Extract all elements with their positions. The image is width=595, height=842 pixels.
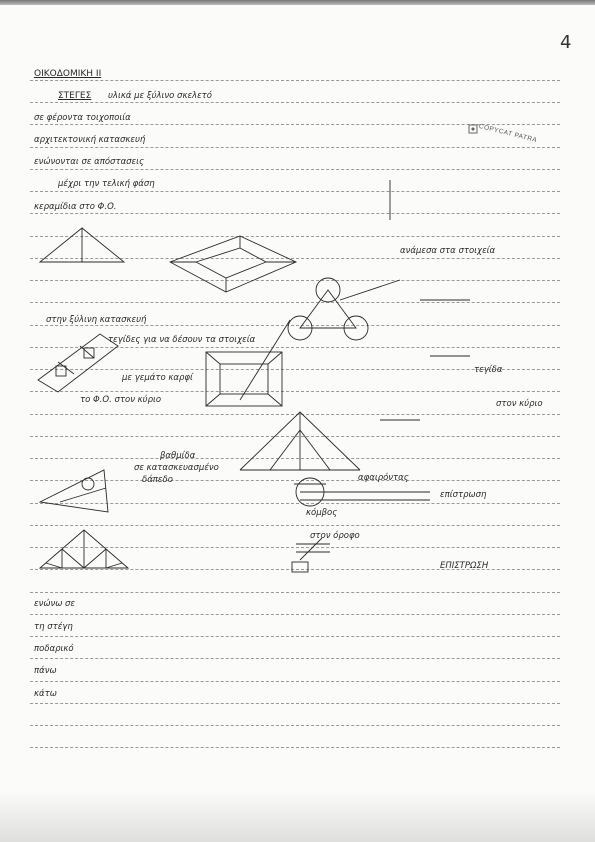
note-line: κόμβος — [306, 508, 338, 518]
note-line: τη στέγη — [34, 622, 73, 632]
note-line: αρχιτεκτονική κατασκευή — [34, 135, 146, 145]
note-line: ενώνω σε — [34, 599, 76, 609]
note-line: ποδαρικό — [34, 644, 74, 654]
note-line: σε κατασκευασμένο — [134, 463, 219, 473]
note-line: βαθμίδα — [160, 451, 196, 461]
note-line: ΕΠΙΣΤΡΩΣΗ — [440, 561, 489, 571]
rafters-sketch — [38, 334, 118, 392]
note-line: κάτω — [34, 689, 57, 699]
note-line: στον κύριο — [496, 399, 543, 409]
howe-truss-sketch — [40, 530, 128, 568]
note-line: σε φέροντα τοιχοποιία — [34, 113, 131, 123]
subject-heading: ΟΙΚΟΔΟΜΙΚΗ ΙΙ — [34, 69, 102, 79]
note-line: τεγίδες για να δέσουν τα στοιχεία — [108, 335, 256, 345]
truss-node-sketch — [288, 278, 368, 340]
lean-to-roof-sketch — [40, 470, 108, 512]
note-line: στον όροφο — [310, 531, 360, 541]
note-line: πάνω — [34, 666, 57, 676]
topic-heading: ΣΤΕΓΕΣ — [58, 91, 92, 101]
note-line: στην ξύλινη κατασκευή — [46, 315, 147, 325]
note-line: ανάμεσα στα στοιχεία — [400, 246, 496, 256]
copyshop-stamp: COPYCAT PATRA — [478, 122, 538, 145]
note-line: αφαιρόντας — [358, 473, 409, 483]
note-line: δάπεδο — [142, 475, 173, 485]
hip-roof-perspective-sketch — [170, 236, 296, 292]
ledger-detail-sketch — [292, 538, 330, 572]
note-line: τεγίδα — [474, 365, 503, 375]
scan-shadow — [0, 790, 595, 842]
note-line: το Φ.Ο. στον κύριο — [80, 395, 162, 405]
king-post-truss-sketch — [240, 412, 360, 470]
gable-roof-sketch — [40, 228, 124, 262]
note-line: κεραμίδια στο Φ.Ο. — [34, 202, 117, 212]
note-line: με γεμάτο καρφί — [122, 373, 193, 383]
beam-connection-sketch — [294, 478, 430, 506]
hip-roof-plan-sketch — [206, 352, 282, 406]
page-number: 4 — [560, 32, 572, 53]
note-line: ενώνονται σε απόστασεις — [34, 157, 145, 167]
note-line: επίστρωση — [440, 490, 487, 500]
note-line: υλικά με ξύλινο σκελετό — [108, 91, 212, 101]
note-line: μέχρι την τελική φάση — [58, 179, 155, 189]
